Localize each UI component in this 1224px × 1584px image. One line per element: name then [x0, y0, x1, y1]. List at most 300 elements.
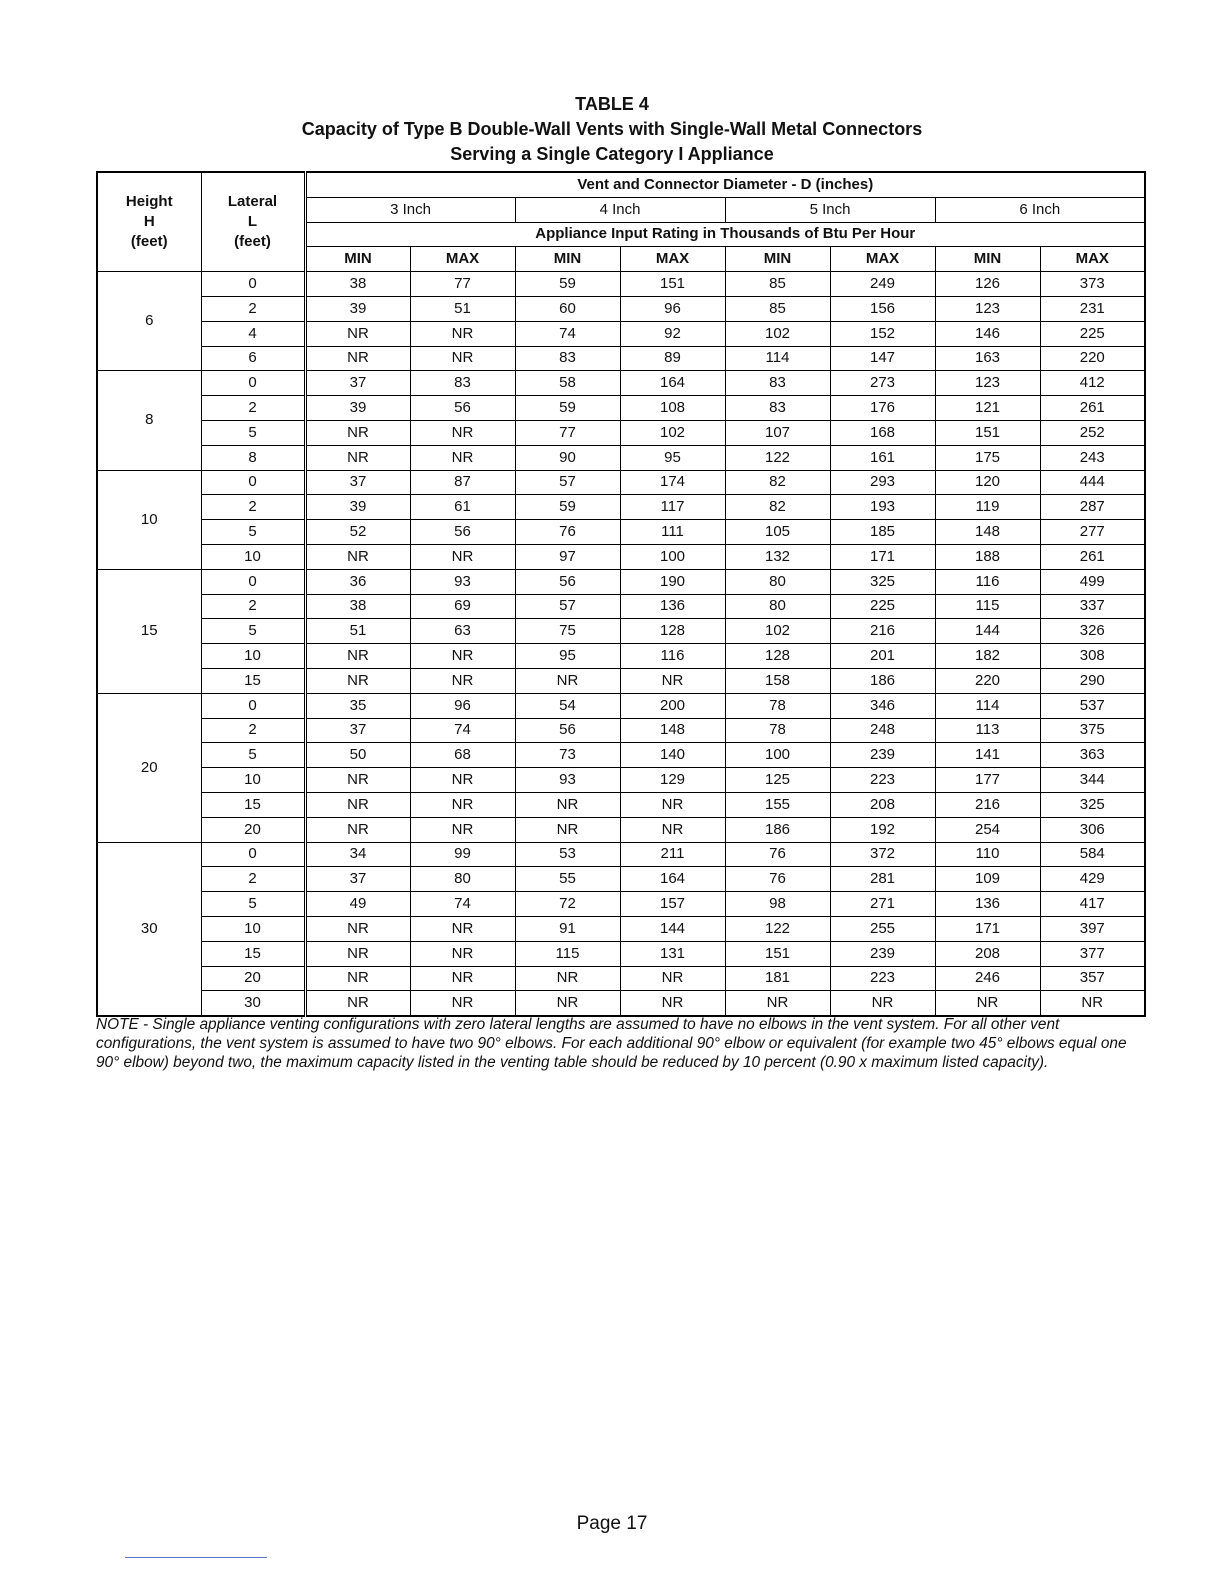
- capacity-cell: 182: [935, 644, 1040, 669]
- capacity-cell: 148: [620, 718, 725, 743]
- capacity-cell: NR: [305, 644, 410, 669]
- lateral-cell: 5: [201, 520, 305, 545]
- capacity-cell: 55: [515, 867, 620, 892]
- lateral-cell: 0: [201, 470, 305, 495]
- capacity-cell: 76: [725, 867, 830, 892]
- capacity-cell: 151: [935, 420, 1040, 445]
- capacity-cell: 277: [1040, 520, 1145, 545]
- capacity-cell: NR: [410, 792, 515, 817]
- capacity-cell: 375: [1040, 718, 1145, 743]
- capacity-cell: 37: [305, 470, 410, 495]
- capacity-cell: NR: [410, 644, 515, 669]
- table-row: [97, 792, 1145, 817]
- capacity-cell: 59: [515, 272, 620, 297]
- capacity-cell: 325: [830, 569, 935, 594]
- table-row: [97, 396, 1145, 421]
- size-header-5: 5 Inch: [725, 197, 935, 222]
- capacity-cell: 60: [515, 296, 620, 321]
- capacity-cell: NR: [305, 420, 410, 445]
- capacity-cell: 74: [515, 321, 620, 346]
- height-cell: 20: [97, 693, 201, 842]
- capacity-cell: 114: [935, 693, 1040, 718]
- capacity-cell: 116: [620, 644, 725, 669]
- capacity-cell: 102: [725, 321, 830, 346]
- capacity-cell: 147: [830, 346, 935, 371]
- capacity-cell: 255: [830, 916, 935, 941]
- capacity-cell: 429: [1040, 867, 1145, 892]
- capacity-cell: NR: [515, 817, 620, 842]
- lateral-cell: 20: [201, 966, 305, 991]
- capacity-cell: 39: [305, 495, 410, 520]
- capacity-cell: 261: [1040, 396, 1145, 421]
- capacity-cell: NR: [410, 817, 515, 842]
- lateral-cell: 10: [201, 544, 305, 569]
- capacity-cell: 39: [305, 396, 410, 421]
- table-row: [97, 321, 1145, 346]
- capacity-cell: 171: [935, 916, 1040, 941]
- capacity-cell: 89: [620, 346, 725, 371]
- capacity-cell: 188: [935, 544, 1040, 569]
- table-row: [97, 718, 1145, 743]
- capacity-cell: 98: [725, 892, 830, 917]
- capacity-cell: NR: [305, 544, 410, 569]
- capacity-cell: 96: [620, 296, 725, 321]
- capacity-cell: 131: [620, 941, 725, 966]
- capacity-cell: 397: [1040, 916, 1145, 941]
- capacity-cell: 74: [410, 892, 515, 917]
- lateral-cell: 20: [201, 817, 305, 842]
- capacity-cell: 223: [830, 768, 935, 793]
- capacity-cell: NR: [305, 817, 410, 842]
- page-number: Page 17: [576, 1513, 648, 1534]
- capacity-cell: 499: [1040, 569, 1145, 594]
- lateral-cell: 5: [201, 743, 305, 768]
- capacity-cell: 58: [515, 371, 620, 396]
- table-row: [97, 916, 1145, 941]
- capacity-cell: 115: [935, 594, 1040, 619]
- capacity-cell: 223: [830, 966, 935, 991]
- lateral-cell: 5: [201, 892, 305, 917]
- capacity-cell: 132: [725, 544, 830, 569]
- capacity-cell: 38: [305, 272, 410, 297]
- capacity-cell: 82: [725, 495, 830, 520]
- lateral-header: Lateral L (feet): [201, 172, 305, 272]
- capacity-cell: 346: [830, 693, 935, 718]
- capacity-cell: 337: [1040, 594, 1145, 619]
- capacity-cell: 114: [725, 346, 830, 371]
- capacity-cell: 102: [620, 420, 725, 445]
- capacity-cell: NR: [1040, 991, 1145, 1016]
- lateral-cell: 5: [201, 619, 305, 644]
- capacity-cell: NR: [830, 991, 935, 1016]
- lateral-cell: 0: [201, 842, 305, 867]
- height-header: Height H (feet): [97, 172, 201, 272]
- capacity-cell: 146: [935, 321, 1040, 346]
- capacity-cell: NR: [410, 668, 515, 693]
- capacity-cell: 174: [620, 470, 725, 495]
- size-header-4: 4 Inch: [515, 197, 725, 222]
- lateral-cell: 10: [201, 916, 305, 941]
- capacity-cell: 119: [935, 495, 1040, 520]
- max-header: MAX: [620, 247, 725, 272]
- capacity-cell: 181: [725, 966, 830, 991]
- capacity-cell: 377: [1040, 941, 1145, 966]
- capacity-cell: 115: [515, 941, 620, 966]
- capacity-cell: 83: [725, 396, 830, 421]
- capacity-cell: 144: [620, 916, 725, 941]
- capacity-cell: 168: [830, 420, 935, 445]
- table-row: [97, 470, 1145, 495]
- table-row: [97, 668, 1145, 693]
- capacity-cell: 248: [830, 718, 935, 743]
- capacity-cell: 193: [830, 495, 935, 520]
- table-row: [97, 296, 1145, 321]
- capacity-cell: 121: [935, 396, 1040, 421]
- lateral-cell: 2: [201, 396, 305, 421]
- capacity-cell: 123: [935, 296, 1040, 321]
- table-body: [97, 272, 1145, 1016]
- capacity-cell: NR: [410, 941, 515, 966]
- lateral-cell: 15: [201, 792, 305, 817]
- capacity-cell: 152: [830, 321, 935, 346]
- max-header: MAX: [1040, 247, 1145, 272]
- capacity-cell: 246: [935, 966, 1040, 991]
- capacity-cell: 52: [305, 520, 410, 545]
- capacity-cell: 290: [1040, 668, 1145, 693]
- capacity-cell: 144: [935, 619, 1040, 644]
- vent-capacity-table: [96, 171, 1146, 1017]
- table-row: [97, 445, 1145, 470]
- capacity-cell: 82: [725, 470, 830, 495]
- capacity-cell: 417: [1040, 892, 1145, 917]
- table-row: [97, 842, 1145, 867]
- lateral-cell: 15: [201, 668, 305, 693]
- size-header-3: 3 Inch: [305, 197, 515, 222]
- capacity-cell: 141: [935, 743, 1040, 768]
- capacity-cell: NR: [410, 321, 515, 346]
- table-title: Capacity of Type B Double-Wall Vents with Single-Wall Metal Connectors: [301, 119, 923, 139]
- table-row: [97, 892, 1145, 917]
- capacity-cell: 190: [620, 569, 725, 594]
- capacity-cell: NR: [410, 346, 515, 371]
- capacity-cell: NR: [620, 817, 725, 842]
- capacity-cell: 271: [830, 892, 935, 917]
- capacity-cell: 281: [830, 867, 935, 892]
- lateral-cell: 5: [201, 420, 305, 445]
- capacity-cell: NR: [410, 991, 515, 1016]
- table-row: [97, 569, 1145, 594]
- capacity-cell: 192: [830, 817, 935, 842]
- capacity-cell: 111: [620, 520, 725, 545]
- capacity-cell: 50: [305, 743, 410, 768]
- lateral-cell: 2: [201, 594, 305, 619]
- capacity-cell: 97: [515, 544, 620, 569]
- capacity-cell: 126: [935, 272, 1040, 297]
- capacity-cell: 51: [410, 296, 515, 321]
- capacity-cell: 37: [305, 867, 410, 892]
- capacity-cell: NR: [305, 792, 410, 817]
- min-header: MIN: [305, 247, 410, 272]
- capacity-cell: 412: [1040, 371, 1145, 396]
- capacity-cell: 96: [410, 693, 515, 718]
- capacity-cell: 36: [305, 569, 410, 594]
- lateral-cell: 10: [201, 768, 305, 793]
- min-header: MIN: [725, 247, 830, 272]
- table-row: [97, 991, 1145, 1016]
- table-label: TABLE 4: [575, 94, 649, 114]
- capacity-cell: NR: [515, 991, 620, 1016]
- capacity-cell: 176: [830, 396, 935, 421]
- rating-header: Appliance Input Rating in Thousands of Btu Per Hour: [305, 222, 1145, 247]
- capacity-cell: 158: [725, 668, 830, 693]
- capacity-cell: 177: [935, 768, 1040, 793]
- capacity-cell: 63: [410, 619, 515, 644]
- capacity-cell: NR: [620, 792, 725, 817]
- capacity-cell: 90: [515, 445, 620, 470]
- capacity-cell: 225: [830, 594, 935, 619]
- capacity-cell: 239: [830, 743, 935, 768]
- capacity-cell: 254: [935, 817, 1040, 842]
- lateral-cell: 10: [201, 644, 305, 669]
- capacity-cell: 287: [1040, 495, 1145, 520]
- capacity-cell: 201: [830, 644, 935, 669]
- capacity-cell: 34: [305, 842, 410, 867]
- capacity-cell: NR: [410, 768, 515, 793]
- capacity-cell: NR: [305, 941, 410, 966]
- table-row: [97, 867, 1145, 892]
- capacity-cell: 252: [1040, 420, 1145, 445]
- capacity-cell: NR: [410, 420, 515, 445]
- capacity-cell: NR: [305, 346, 410, 371]
- capacity-cell: 140: [620, 743, 725, 768]
- capacity-cell: NR: [305, 668, 410, 693]
- capacity-cell: NR: [305, 321, 410, 346]
- capacity-cell: 120: [935, 470, 1040, 495]
- capacity-cell: 225: [1040, 321, 1145, 346]
- table-row: [97, 346, 1145, 371]
- capacity-cell: 87: [410, 470, 515, 495]
- capacity-cell: 122: [725, 916, 830, 941]
- footer-rule: [125, 1557, 267, 1558]
- min-header: MIN: [935, 247, 1040, 272]
- capacity-cell: 129: [620, 768, 725, 793]
- capacity-cell: NR: [305, 916, 410, 941]
- capacity-cell: 136: [935, 892, 1040, 917]
- capacity-cell: 208: [830, 792, 935, 817]
- lateral-cell: 0: [201, 371, 305, 396]
- capacity-cell: 54: [515, 693, 620, 718]
- capacity-cell: 99: [410, 842, 515, 867]
- capacity-cell: 83: [515, 346, 620, 371]
- capacity-cell: 273: [830, 371, 935, 396]
- capacity-cell: 249: [830, 272, 935, 297]
- capacity-cell: 293: [830, 470, 935, 495]
- capacity-cell: 95: [620, 445, 725, 470]
- capacity-cell: 136: [620, 594, 725, 619]
- capacity-cell: 208: [935, 941, 1040, 966]
- table-row: [97, 520, 1145, 545]
- table-row: [97, 272, 1145, 297]
- lateral-cell: 8: [201, 445, 305, 470]
- capacity-cell: 325: [1040, 792, 1145, 817]
- table-row: [97, 495, 1145, 520]
- capacity-cell: 161: [830, 445, 935, 470]
- capacity-cell: 93: [410, 569, 515, 594]
- capacity-cell: 357: [1040, 966, 1145, 991]
- capacity-cell: 68: [410, 743, 515, 768]
- capacity-cell: NR: [410, 445, 515, 470]
- size-header-6: 6 Inch: [935, 197, 1145, 222]
- capacity-cell: NR: [410, 916, 515, 941]
- capacity-cell: 163: [935, 346, 1040, 371]
- capacity-cell: 35: [305, 693, 410, 718]
- lateral-cell: 0: [201, 569, 305, 594]
- capacity-cell: NR: [410, 966, 515, 991]
- capacity-cell: 85: [725, 272, 830, 297]
- capacity-cell: 537: [1040, 693, 1145, 718]
- capacity-cell: 102: [725, 619, 830, 644]
- capacity-cell: 39: [305, 296, 410, 321]
- capacity-cell: 76: [515, 520, 620, 545]
- capacity-cell: NR: [515, 668, 620, 693]
- capacity-cell: 123: [935, 371, 1040, 396]
- capacity-cell: 107: [725, 420, 830, 445]
- capacity-cell: 49: [305, 892, 410, 917]
- capacity-cell: 77: [515, 420, 620, 445]
- capacity-cell: 59: [515, 396, 620, 421]
- capacity-cell: 108: [620, 396, 725, 421]
- capacity-cell: 85: [725, 296, 830, 321]
- capacity-cell: 171: [830, 544, 935, 569]
- capacity-cell: 164: [620, 867, 725, 892]
- capacity-cell: 56: [515, 718, 620, 743]
- lateral-cell: 30: [201, 991, 305, 1016]
- table-row: [97, 743, 1145, 768]
- capacity-cell: 128: [620, 619, 725, 644]
- height-cell: 8: [97, 371, 201, 470]
- capacity-cell: 220: [1040, 346, 1145, 371]
- capacity-cell: 105: [725, 520, 830, 545]
- lateral-cell: 4: [201, 321, 305, 346]
- min-header: MIN: [515, 247, 620, 272]
- capacity-cell: 239: [830, 941, 935, 966]
- lateral-cell: 0: [201, 693, 305, 718]
- capacity-cell: 78: [725, 693, 830, 718]
- capacity-cell: NR: [515, 792, 620, 817]
- capacity-cell: 57: [515, 470, 620, 495]
- capacity-cell: 200: [620, 693, 725, 718]
- capacity-cell: 80: [725, 594, 830, 619]
- capacity-cell: 95: [515, 644, 620, 669]
- lateral-cell: 2: [201, 495, 305, 520]
- capacity-cell: 83: [410, 371, 515, 396]
- capacity-cell: 109: [935, 867, 1040, 892]
- lateral-cell: 6: [201, 346, 305, 371]
- capacity-cell: 51: [305, 619, 410, 644]
- capacity-cell: 157: [620, 892, 725, 917]
- table-subtitle: Serving a Single Category I Appliance: [450, 144, 774, 164]
- capacity-cell: 110: [935, 842, 1040, 867]
- capacity-cell: 100: [620, 544, 725, 569]
- capacity-cell: 80: [725, 569, 830, 594]
- height-cell: 30: [97, 842, 201, 1016]
- table-row: [97, 594, 1145, 619]
- capacity-cell: 83: [725, 371, 830, 396]
- capacity-cell: 77: [410, 272, 515, 297]
- height-cell: 10: [97, 470, 201, 569]
- capacity-cell: 151: [620, 272, 725, 297]
- capacity-cell: 59: [515, 495, 620, 520]
- lateral-cell: 2: [201, 867, 305, 892]
- capacity-cell: 78: [725, 718, 830, 743]
- capacity-cell: 61: [410, 495, 515, 520]
- capacity-cell: 444: [1040, 470, 1145, 495]
- capacity-cell: 76: [725, 842, 830, 867]
- capacity-cell: 37: [305, 718, 410, 743]
- capacity-cell: 37: [305, 371, 410, 396]
- capacity-cell: 73: [515, 743, 620, 768]
- capacity-cell: 91: [515, 916, 620, 941]
- capacity-cell: 80: [410, 867, 515, 892]
- capacity-cell: 53: [515, 842, 620, 867]
- capacity-cell: 56: [410, 396, 515, 421]
- capacity-cell: NR: [935, 991, 1040, 1016]
- max-header: MAX: [830, 247, 935, 272]
- table-row: [97, 693, 1145, 718]
- capacity-cell: NR: [620, 991, 725, 1016]
- capacity-cell: 69: [410, 594, 515, 619]
- lateral-cell: 2: [201, 718, 305, 743]
- capacity-cell: NR: [305, 991, 410, 1016]
- table-row: [97, 817, 1145, 842]
- capacity-cell: NR: [305, 966, 410, 991]
- table-note: NOTE - Single appliance venting configurations with zero lateral lengths are assumed to have no elbows in the vent system. For all other vent configurations, the vent system is assumed to have two 90° elbows. For each additional 90° elbow or equivalent (for example two 45° elbows equal one 90° elbow) beyond two, the maximum capacity listed in the venting table should be reduced by 10 percent (0.90 x maximum listed capacity).: [96, 1016, 1127, 1071]
- capacity-cell: NR: [305, 768, 410, 793]
- diameter-header: Vent and Connector Diameter - D (inches): [305, 172, 1145, 197]
- capacity-cell: NR: [410, 544, 515, 569]
- capacity-cell: NR: [620, 668, 725, 693]
- capacity-cell: 57: [515, 594, 620, 619]
- capacity-cell: 186: [725, 817, 830, 842]
- capacity-cell: 243: [1040, 445, 1145, 470]
- capacity-cell: 164: [620, 371, 725, 396]
- capacity-cell: 56: [410, 520, 515, 545]
- capacity-cell: 38: [305, 594, 410, 619]
- height-cell: 6: [97, 272, 201, 371]
- capacity-cell: 151: [725, 941, 830, 966]
- capacity-cell: 100: [725, 743, 830, 768]
- capacity-cell: 231: [1040, 296, 1145, 321]
- capacity-cell: 186: [830, 668, 935, 693]
- capacity-cell: 363: [1040, 743, 1145, 768]
- capacity-cell: 185: [830, 520, 935, 545]
- capacity-cell: 113: [935, 718, 1040, 743]
- table-row: [97, 371, 1145, 396]
- capacity-cell: 92: [620, 321, 725, 346]
- table-row: [97, 544, 1145, 569]
- capacity-cell: 74: [410, 718, 515, 743]
- capacity-cell: 211: [620, 842, 725, 867]
- capacity-cell: 261: [1040, 544, 1145, 569]
- capacity-cell: 220: [935, 668, 1040, 693]
- capacity-cell: 372: [830, 842, 935, 867]
- lateral-cell: 0: [201, 272, 305, 297]
- table-row: [97, 941, 1145, 966]
- capacity-cell: 216: [935, 792, 1040, 817]
- capacity-cell: NR: [305, 445, 410, 470]
- capacity-cell: 93: [515, 768, 620, 793]
- lateral-cell: 2: [201, 296, 305, 321]
